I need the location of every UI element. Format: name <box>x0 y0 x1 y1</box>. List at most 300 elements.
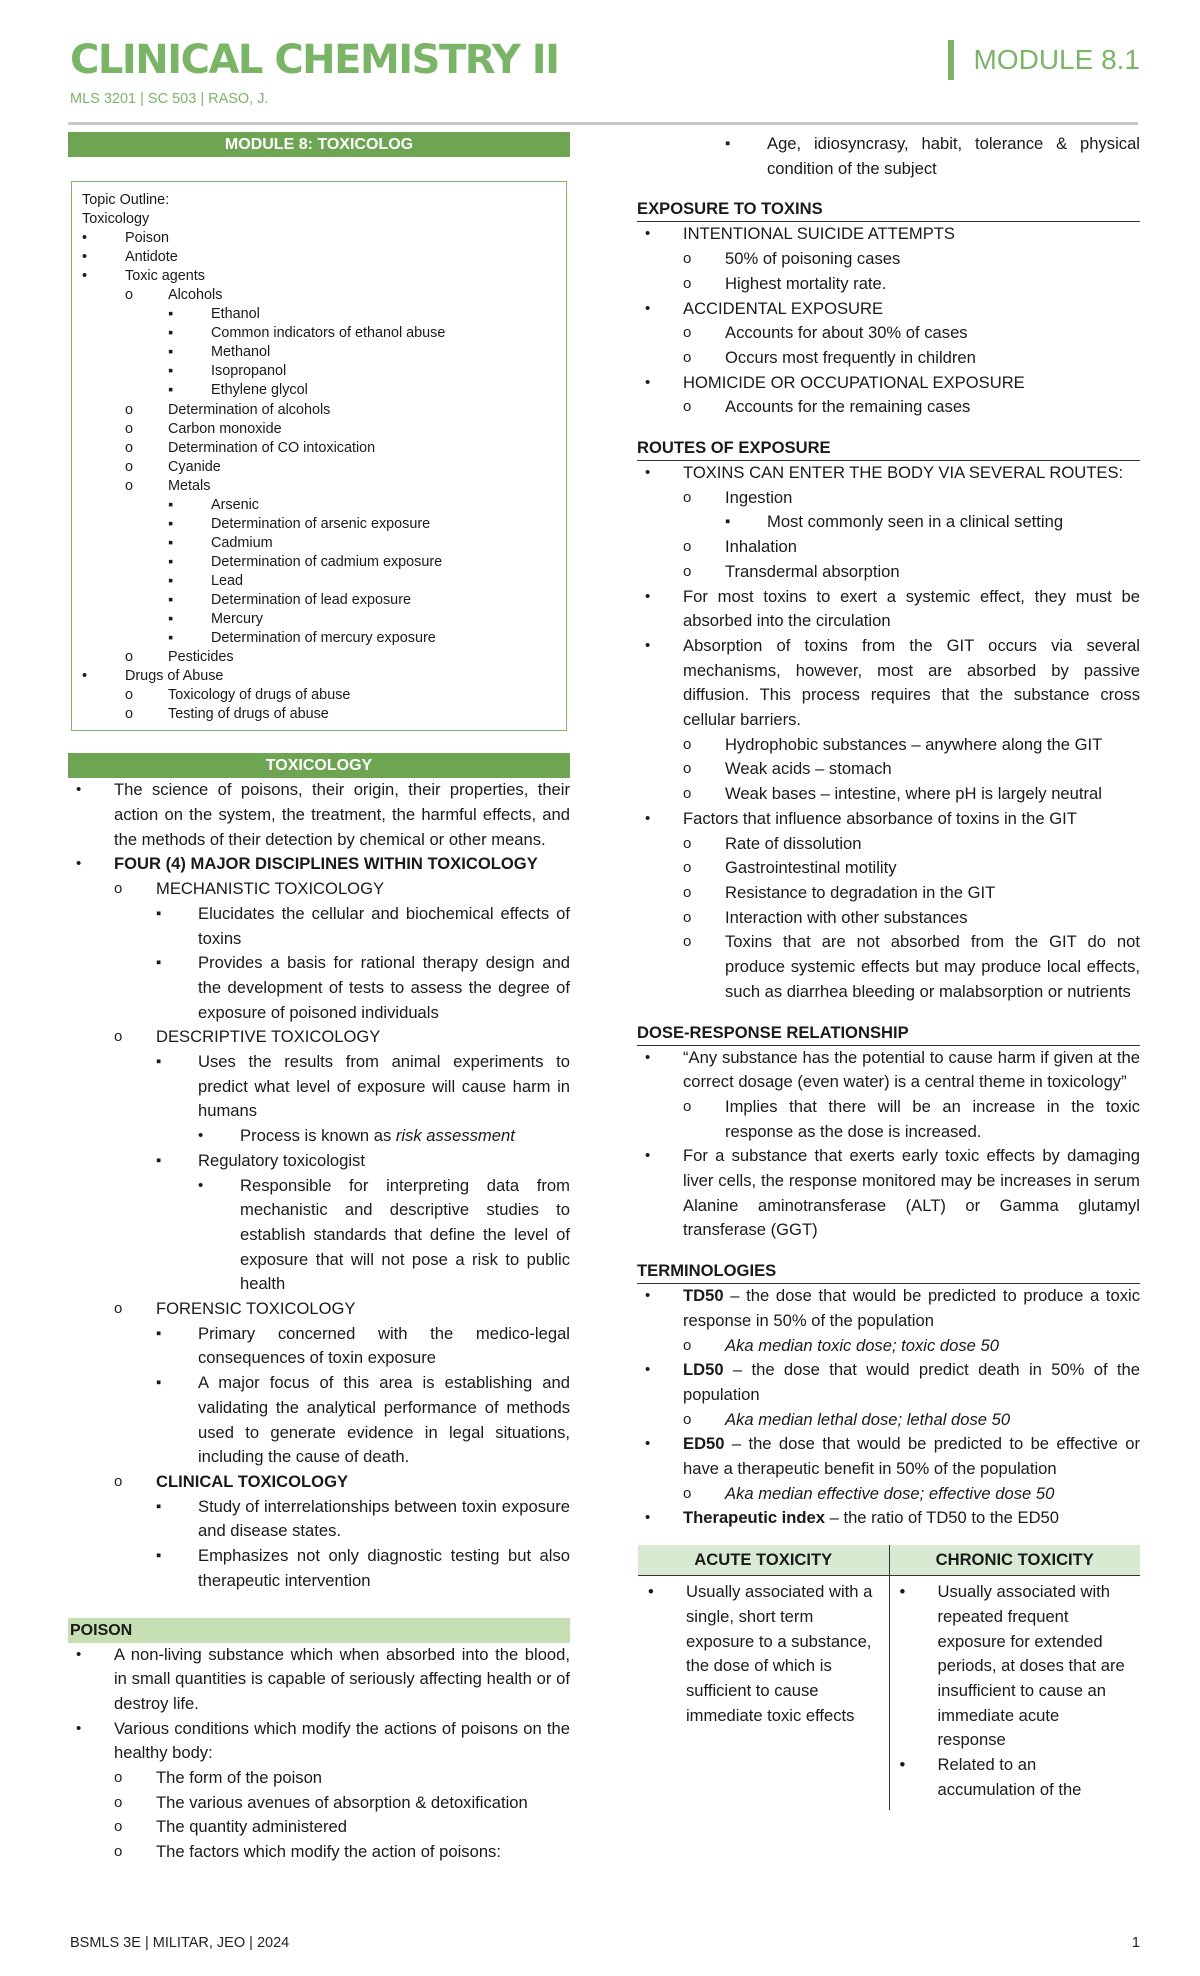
list-bullet: o <box>683 1484 692 1502</box>
list-bullet: o <box>683 398 692 416</box>
term-name: Therapeutic index <box>683 1508 826 1528</box>
item-text: Highest mortality rate. <box>725 273 887 293</box>
list-item <box>637 1284 1140 1333</box>
list-item-text <box>725 486 1140 511</box>
list-bullet: o <box>683 1410 692 1428</box>
item-text: The quantity administered <box>156 1817 347 1837</box>
dose-response-heading: DOSE-RESPONSE RELATIONSHIP <box>637 1019 1140 1046</box>
table-cell-item <box>638 1580 889 1728</box>
list-item <box>637 856 1140 881</box>
poison-list <box>68 1643 570 1865</box>
list-item-text <box>725 247 1140 272</box>
list-item-text <box>156 1791 570 1816</box>
list-bullet: o <box>683 562 692 580</box>
list-bullet: o <box>683 834 692 852</box>
item-text: Aka median lethal dose; lethal dose 50 <box>725 1409 1011 1429</box>
item-text: Rate of dissolution <box>725 833 862 853</box>
item-text: Absorption of toxins from the GIT occurs via several mechanisms, however, most are absorbed by passive diffusion. This process requires that the substance cross cellular barriers. <box>683 635 1140 730</box>
item-text: The factors which modify the action of poisons: <box>156 1842 501 1862</box>
item-text: A non-living substance which when absorbed into the blood, in small quantities is capable of seriously affecting health or of destroy life. <box>114 1644 570 1713</box>
outline-item-text: Ethylene glycol <box>211 382 308 399</box>
list-bullet: o <box>683 348 692 366</box>
list-item <box>637 222 1140 247</box>
list-item <box>68 1717 570 1766</box>
acute-toxicity-cell <box>638 1576 889 1811</box>
list-item-text <box>683 222 1140 247</box>
list-bullet: o <box>683 735 692 753</box>
term-definition: – the dose that would be predicted to produce a toxic response in 50% of the population <box>683 1286 1140 1330</box>
list-item-text <box>198 1149 570 1174</box>
list-item-text <box>156 1766 570 1791</box>
list-item <box>68 1149 570 1174</box>
list-item <box>637 297 1140 322</box>
outline-item-text: Toxic agents <box>125 268 205 285</box>
list-bullet: • <box>198 1176 204 1194</box>
list-bullet: • <box>198 1127 204 1145</box>
list-bullet: ▪ <box>156 1497 162 1515</box>
outline-item <box>82 286 566 305</box>
item-text: The form of the poison <box>156 1768 323 1788</box>
list-bullet: o <box>683 250 692 268</box>
list-bullet: ▪ <box>156 954 162 972</box>
item-text: The various avenues of absorption & detoxification <box>156 1792 528 1812</box>
list-item <box>637 881 1140 906</box>
list-bullet: o <box>683 1336 692 1354</box>
outline-bullet: ▪ <box>168 534 174 551</box>
outline-item-text: Common indicators of ethanol abuse <box>211 325 446 342</box>
list-item <box>68 1495 570 1544</box>
outline-item-text: Cadmium <box>211 534 273 551</box>
list-item-text <box>725 930 1140 1004</box>
outline-item-text: Isopropanol <box>211 363 287 380</box>
item-text: Hydrophobic substances – anywhere along the GIT <box>725 734 1103 754</box>
outline-item-text: Antidote <box>125 249 178 266</box>
list-item-text <box>725 757 1140 782</box>
cell-text: Usually associated with a single, short term exposure to a substance, the dose of which is sufficient to cause immediate toxic effects <box>686 1582 873 1725</box>
list-item <box>637 1482 1140 1507</box>
item-text: Responsible for interpreting data from mechanistic and descriptive studies to establish standards that define the level of exposure that will not pose a risk to public health <box>240 1175 570 1294</box>
list-item-text <box>156 1840 570 1865</box>
item-text: A major focus of this area is establishing and validating the analytical performance of methods used to generate evidence in legal situations, including the cause of death. <box>198 1373 570 1467</box>
outline-item-text: Methanol <box>211 344 271 361</box>
item-text: Resistance to degradation in the GIT <box>725 882 996 902</box>
item-text: FORENSIC TOXICOLOGY <box>156 1299 356 1319</box>
outline-bullet: o <box>125 687 134 704</box>
list-bullet: • <box>76 1645 82 1663</box>
outline-item <box>82 591 566 610</box>
outline-bullet: o <box>125 477 134 494</box>
list-item <box>68 1470 570 1495</box>
item-emphasis: risk assessment <box>395 1126 515 1146</box>
list-item <box>637 832 1140 857</box>
list-bullet: • <box>76 1719 82 1737</box>
list-bullet: • <box>76 781 82 799</box>
outline-item <box>82 420 566 439</box>
cell-text: Related to an accumulation of the <box>937 1755 1082 1799</box>
list-item-text <box>683 634 1140 733</box>
routes-heading: ROUTES OF EXPOSURE <box>637 434 1140 461</box>
list-bullet: o <box>683 488 692 506</box>
header-divider <box>68 122 1138 125</box>
list-item-text <box>114 1643 570 1717</box>
list-bullet: • <box>645 1435 651 1453</box>
outline-item-text: Lead <box>211 572 244 589</box>
outline-bullet: ▪ <box>168 515 174 532</box>
list-item-text <box>725 906 1140 931</box>
list-item <box>68 1643 570 1717</box>
item-text: Most commonly seen in a clinical setting <box>767 512 1064 532</box>
table-cell-item <box>890 1753 1141 1802</box>
list-item-text <box>683 1432 1140 1481</box>
outline-bullet: ▪ <box>168 363 174 380</box>
item-text: The science of poisons, their origin, their properties, their action on the system, the treatment, the harmful effects, and the methods of their detection by chemical or other means. <box>114 780 570 849</box>
list-item <box>637 1334 1140 1359</box>
outline-item <box>82 534 566 553</box>
list-item <box>637 371 1140 396</box>
list-item <box>637 757 1140 782</box>
list-item <box>637 272 1140 297</box>
list-bullet: • <box>645 1048 651 1066</box>
term-definition: – the dose that would be predicted to be effective or have a therapeutic benefit in 50% of the population <box>683 1434 1140 1479</box>
outline-item <box>82 648 566 667</box>
outline-item-text: Determination of alcohols <box>168 401 331 418</box>
item-text: Weak bases – intestine, where pH is largely neutral <box>725 784 1102 804</box>
terminologies-heading: TERMINOLOGIES <box>637 1257 1140 1284</box>
page-number: 1 <box>1131 1935 1140 1951</box>
item-text: Age, idiosyncrasy, habit, tolerance & physical condition of the subject <box>767 134 1140 178</box>
module-label: MODULE 8.1 <box>948 40 1141 80</box>
list-bullet: o <box>683 274 692 292</box>
list-bullet: ▪ <box>725 513 731 531</box>
toxicology-heading: TOXICOLOGY <box>68 753 570 778</box>
list-item-text <box>156 877 570 902</box>
item-text: “Any substance has the potential to cause harm if given at the correct dosage (even water) is a central theme in toxicology” <box>683 1047 1140 1092</box>
document-title: CLINICAL CHEMISTRY II <box>70 37 559 83</box>
right-column <box>637 132 1140 1810</box>
outline-item-text: Metals <box>168 477 211 494</box>
list-item-text <box>114 778 570 852</box>
list-item-text <box>240 1174 570 1298</box>
list-item-text <box>156 1025 570 1050</box>
list-bullet: o <box>114 1843 123 1861</box>
term-definition: – the dose that would predict death in 50% of the population <box>683 1360 1140 1404</box>
list-bullet: o <box>683 883 692 901</box>
list-bullet: ▪ <box>156 1053 162 1071</box>
list-bullet: o <box>114 1473 123 1490</box>
item-text: Provides a basis for rational therapy design and the development of tests to assess the degree of exposure of poisoned individuals <box>198 953 570 1022</box>
list-item <box>637 132 1140 181</box>
outline-item <box>82 248 566 267</box>
list-bullet: o <box>114 1028 123 1046</box>
dose-response-list <box>637 1046 1140 1244</box>
list-item-text <box>725 346 1140 371</box>
list-bullet: ▪ <box>156 1324 162 1342</box>
outline-item <box>82 667 566 686</box>
list-bullet: o <box>114 880 123 898</box>
list-item-text <box>683 585 1140 634</box>
list-item-text <box>725 881 1140 906</box>
list-item <box>637 486 1140 511</box>
outline-item <box>82 629 566 648</box>
outline-item-text: Mercury <box>211 611 263 628</box>
list-bullet: o <box>114 1818 123 1836</box>
outline-item-text: Poison <box>125 230 170 247</box>
outline-bullet: ▪ <box>168 553 174 570</box>
list-item-text <box>725 1095 1140 1144</box>
list-item-text <box>198 1371 570 1470</box>
list-item <box>637 1046 1140 1095</box>
item-text: Various conditions which modify the actions of poisons on the healthy body: <box>114 1718 570 1763</box>
list-bullet: o <box>683 538 692 556</box>
list-item-text <box>725 1334 1140 1359</box>
toxicology-list <box>68 778 570 1593</box>
list-bullet: ▪ <box>156 1151 162 1169</box>
list-bullet: o <box>114 1769 123 1787</box>
list-item <box>68 1174 570 1298</box>
item-text: Accounts for the remaining cases <box>725 397 971 417</box>
list-item-text <box>725 733 1140 758</box>
list-bullet: • <box>645 1147 651 1165</box>
outline-bullet: o <box>125 439 134 456</box>
outline-item-text: Ethanol <box>211 306 260 323</box>
chronic-toxicity-cell <box>889 1576 1140 1811</box>
outline-item <box>82 458 566 477</box>
outline-bullet: ▪ <box>168 611 174 628</box>
list-item <box>637 807 1140 832</box>
list-bullet: • <box>645 299 651 317</box>
course-meta: MLS 3201 | SC 503 | RASO, J. <box>70 91 269 107</box>
item-text: Emphasizes not only diagnostic testing but also therapeutic intervention <box>198 1546 570 1590</box>
list-bullet: o <box>683 1097 692 1115</box>
list-item <box>637 585 1140 634</box>
list-item-text <box>114 1717 570 1766</box>
outline-bullet: ▪ <box>168 325 174 342</box>
item-text: HOMICIDE OR OCCUPATIONAL EXPOSURE <box>683 372 1025 392</box>
list-item <box>68 1050 570 1124</box>
poison-factor-continued <box>637 132 1140 181</box>
outline-bullet: • <box>82 230 88 247</box>
page-footer <box>70 1931 1140 1956</box>
list-bullet: • <box>645 636 651 654</box>
exposure-heading: EXPOSURE TO TOXINS <box>637 195 1140 222</box>
outline-item <box>82 686 566 705</box>
list-bullet: o <box>114 1793 123 1811</box>
outline-bullet: o <box>125 287 134 304</box>
list-item-text <box>725 832 1140 857</box>
item-text: 50% of poisoning cases <box>725 249 901 269</box>
item-text: CLINICAL TOXICOLOGY <box>156 1472 349 1491</box>
list-item-text <box>683 1046 1140 1095</box>
item-text: For a substance that exerts early toxic effects by damaging liver cells, the response monitored may be increases in serum Alanine aminotransferase (ALT) or Gamma glutamyl transferase (GGT) <box>683 1146 1140 1240</box>
outline-item <box>82 496 566 515</box>
outline-bullet: • <box>82 668 88 685</box>
outline-bullet: ▪ <box>168 344 174 361</box>
toxicity-comparison-table <box>638 1545 1140 1810</box>
list-item-text <box>198 902 570 951</box>
list-item-text <box>198 1050 570 1124</box>
item-text: FOUR (4) MAJOR DISCIPLINES WITHIN TOXICOLOGY <box>114 854 538 874</box>
list-item-text <box>725 321 1140 346</box>
list-item <box>68 1840 570 1865</box>
list-item <box>637 733 1140 758</box>
list-item-text <box>683 461 1140 486</box>
item-text: Gastrointestinal motility <box>725 858 897 878</box>
item-text: Inhalation <box>725 537 797 557</box>
outline-item-text: Determination of CO intoxication <box>168 439 376 456</box>
list-bullet: • <box>645 225 651 243</box>
list-item-text <box>683 807 1140 832</box>
item-text: Study of interrelationships between toxin exposure and disease states. <box>198 1496 570 1541</box>
term-definition: – the ratio of TD50 to the ED50 <box>825 1508 1060 1528</box>
list-item <box>68 877 570 902</box>
poison-heading: POISON <box>68 1618 570 1643</box>
list-bullet: • <box>899 1582 906 1602</box>
list-item-text <box>198 1322 570 1371</box>
outline-item <box>82 191 566 210</box>
outline-item <box>82 515 566 534</box>
item-text: Aka median effective dose; effective dose 50 <box>725 1483 1055 1503</box>
outline-item-text: Topic Outline: <box>82 192 170 208</box>
outline-item-text: Alcohols <box>168 287 223 304</box>
item-text: Primary concerned with the medico-legal consequences of toxin exposure <box>198 1323 570 1368</box>
list-item <box>637 395 1140 420</box>
list-bullet: ▪ <box>156 1547 162 1565</box>
list-bullet: • <box>899 1755 906 1775</box>
list-item <box>68 1791 570 1816</box>
list-item-text <box>725 782 1140 807</box>
outline-item <box>82 229 566 248</box>
item-text: Transdermal absorption <box>725 561 900 581</box>
list-item-text <box>683 1144 1140 1243</box>
list-item-text <box>198 1544 570 1593</box>
item-text: INTENTIONAL SUICIDE ATTEMPTS <box>683 224 955 244</box>
item-text: Regulatory toxicologist <box>198 1150 365 1170</box>
list-item <box>637 930 1140 1004</box>
outline-item <box>82 210 566 229</box>
list-item-text <box>725 1482 1140 1507</box>
list-item <box>68 1815 570 1840</box>
outline-item-text: Toxicology of drugs of abuse <box>168 687 351 704</box>
outline-item <box>82 343 566 362</box>
outline-item-text: Determination of arsenic exposure <box>211 515 431 532</box>
list-bullet: o <box>683 933 692 951</box>
outline-item-text: Cyanide <box>168 458 221 475</box>
outline-bullet: ▪ <box>168 572 174 589</box>
outline-item-text: Toxicology <box>82 211 150 228</box>
list-item <box>637 906 1140 931</box>
list-item-text <box>156 1470 570 1495</box>
list-item <box>637 1408 1140 1433</box>
outline-item <box>82 705 566 724</box>
list-item <box>637 782 1140 807</box>
item-text: Ingestion <box>725 487 793 507</box>
item-text: Factors that influence absorbance of toxins in the GIT <box>683 808 1077 828</box>
list-item-text <box>114 852 570 877</box>
list-item-text <box>683 1284 1140 1333</box>
list-bullet: o <box>683 324 692 342</box>
outline-item-text: Determination of mercury exposure <box>211 630 436 647</box>
list-item <box>68 1025 570 1050</box>
list-bullet: o <box>114 1300 123 1318</box>
list-bullet: • <box>645 1287 651 1305</box>
list-item-text <box>683 1358 1140 1407</box>
list-bullet: • <box>645 809 651 827</box>
list-item-text <box>725 560 1140 585</box>
list-bullet: • <box>645 464 651 482</box>
left-column <box>68 132 570 1865</box>
list-bullet: ▪ <box>725 135 731 152</box>
list-bullet: • <box>648 1582 654 1602</box>
list-item-text <box>156 1297 570 1322</box>
item-text: Process is known as <box>240 1126 396 1146</box>
outline-item-text: Determination of lead exposure <box>211 591 411 608</box>
list-bullet: ▪ <box>156 904 162 922</box>
list-item-text <box>725 272 1140 297</box>
list-item <box>637 1358 1140 1407</box>
outline-bullet: ▪ <box>168 382 174 399</box>
outline-item-text: Carbon monoxide <box>168 420 282 437</box>
outline-item <box>82 572 566 591</box>
item-text: Elucidates the cellular and biochemical effects of toxins <box>198 903 570 948</box>
list-item-text <box>683 297 1140 322</box>
outline-bullet: o <box>125 706 134 723</box>
item-text: For most toxins to exert a systemic effect, they must be absorbed into the circulation <box>683 586 1140 631</box>
outline-item <box>82 401 566 420</box>
list-bullet: • <box>76 855 82 873</box>
list-item <box>637 510 1140 535</box>
list-item <box>68 1766 570 1791</box>
terminologies-list <box>637 1284 1140 1531</box>
list-item <box>637 1095 1140 1144</box>
list-item <box>637 535 1140 560</box>
term-name: TD50 <box>683 1286 724 1306</box>
list-item-text <box>156 1815 570 1840</box>
list-item <box>68 1371 570 1470</box>
item-text: DESCRIPTIVE TOXICOLOGY <box>156 1027 381 1047</box>
list-item <box>637 346 1140 371</box>
item-text: Toxins that are not absorbed from the GIT do not produce systemic effects but may produce local effects, such as diarrhea bleeding or malabsorption or nutrients <box>725 932 1140 1001</box>
list-item-text <box>767 510 1140 535</box>
topic-outline-box <box>71 181 567 731</box>
term-name: ED50 <box>683 1434 725 1454</box>
outline-item <box>82 362 566 381</box>
list-item <box>637 461 1140 486</box>
item-text: Implies that there will be an increase in the toxic response as the dose is increased. <box>725 1096 1140 1141</box>
list-item-text <box>725 1408 1140 1433</box>
list-bullet: o <box>683 760 692 778</box>
list-item-text <box>725 395 1140 420</box>
table-cell-item <box>890 1580 1141 1753</box>
list-item <box>68 778 570 852</box>
list-item <box>68 902 570 951</box>
outline-bullet: • <box>82 249 88 266</box>
item-text: ACCIDENTAL EXPOSURE <box>683 298 884 318</box>
outline-item <box>82 305 566 324</box>
outline-item-text: Determination of cadmium exposure <box>211 553 443 570</box>
outline-bullet: o <box>125 420 134 437</box>
item-text: Accounts for about 30% of cases <box>725 323 968 343</box>
list-item <box>637 1144 1140 1243</box>
list-bullet: • <box>645 587 651 605</box>
outline-item <box>82 610 566 629</box>
outline-item-text: Arsenic <box>211 496 259 513</box>
list-item-text <box>240 1124 570 1149</box>
outline-item <box>82 381 566 400</box>
outline-item-text: Drugs of Abuse <box>125 668 224 685</box>
item-text: Aka median toxic dose; toxic dose 50 <box>725 1335 999 1355</box>
outline-item <box>82 267 566 286</box>
page-header <box>70 30 1140 125</box>
